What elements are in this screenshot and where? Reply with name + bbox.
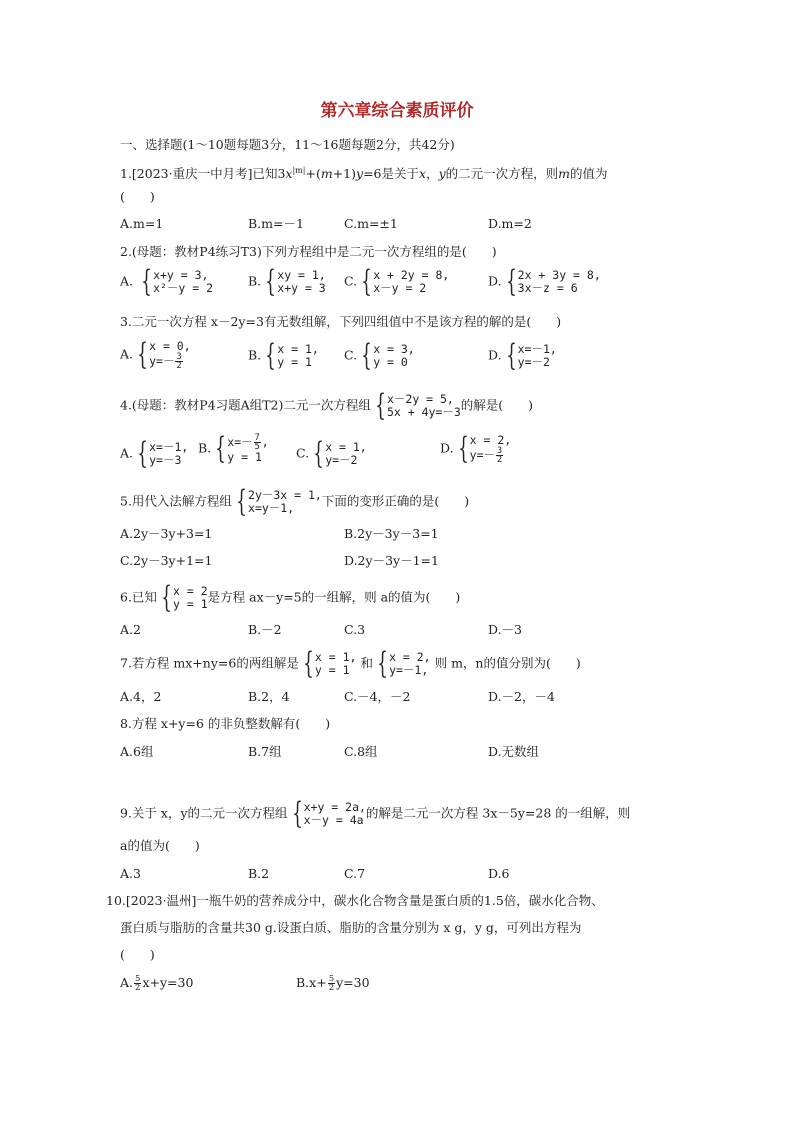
- question-3: 3.二元一次方程 x－2y=3有无数组解，下列四组值中不是该方程的解的是( ): [120, 314, 562, 329]
- q5-option-a: A.2y－3y+3=1: [120, 526, 213, 541]
- q2-option-c: C. { x + 2y = 8, x－y = 2: [344, 264, 450, 299]
- q1-option-c: C.m=±1: [344, 216, 398, 231]
- q4-option-b: B. { x=－ $\frac{7}{5}$ , y = 1: [198, 431, 269, 466]
- q9-option-a: A.3: [120, 866, 141, 881]
- q9-option-c: C.7: [344, 866, 366, 881]
- q6-option-c: C.3: [344, 622, 366, 637]
- q3-option-a: A. { x = 0, y=－ $\frac{3}{2}$: [120, 337, 191, 372]
- q1-option-a: A.m=1: [120, 216, 164, 231]
- q10-option-a: A. $\frac{5}{2}$ x+y=30: [120, 974, 194, 993]
- q6-option-a: A.2: [120, 622, 141, 637]
- q4-option-d: D. { x = 2, y=－ $\frac{3}{2}$: [440, 431, 512, 466]
- question-1-answer-paren: ( ): [120, 189, 155, 204]
- q1-option-b: B.m=－1: [248, 216, 304, 231]
- q5-option-d: D.2y－3y－1=1: [344, 553, 439, 568]
- question-6: 6.已知 { x = 2 y = 1 是方程 ax－y=5的一组解，则 a的值为( ): [120, 580, 461, 615]
- q3-option-b: B. { x = 1, y = 1: [248, 338, 319, 373]
- q7-option-c: C.－4，－2: [344, 689, 411, 704]
- q8-option-c: C.8组: [344, 744, 378, 759]
- q9-option-d: D.6: [488, 866, 510, 881]
- question-5: 5.用代入法解方程组 { 2y－3x = 1, x=y－1, 下面的变形正确的是( ): [120, 484, 470, 519]
- q3-option-c: C. { x = 3, y = 0: [344, 338, 415, 373]
- q8-option-d: D.无数组: [488, 744, 540, 759]
- question-7: 7.若方程 mx+ny=6的两组解是 { x = 1, y = 1 和 { x = 2, y=－1, 则 m，n的值分别为( ): [120, 646, 581, 681]
- q9-option-b: B.2: [248, 866, 270, 881]
- q7-option-a: A.4，2: [120, 689, 162, 704]
- q2-option-a: A. { x+y = 3, x²－y = 2: [120, 264, 214, 299]
- q2-option-b: B. { xy = 1, x+y = 3: [248, 264, 326, 299]
- q1-option-d: D.m=2: [488, 216, 532, 231]
- question-9-line-2: a的值为( ): [120, 838, 200, 853]
- q7-option-d: D.－2，－4: [488, 689, 555, 704]
- q4-option-a: A. { x=－1, y=－3: [120, 436, 189, 471]
- page-title: 第六章综合素质评价: [320, 101, 474, 121]
- q4-option-c: C. { x = 1, y=－2: [296, 436, 367, 471]
- q10-option-b: B.x+ $\frac{5}{2}$ y=30: [296, 974, 370, 993]
- q8-option-a: A.6组: [120, 744, 154, 759]
- q6-option-d: D.－3: [488, 622, 523, 637]
- q5-option-b: B.2y－3y－3=1: [344, 526, 439, 541]
- question-4: 4.(母题：教材P4习题A组T2)二元一次方程组 { x－2y = 5, 5x + 4y=－3 的解是( ): [120, 388, 534, 423]
- section-heading: 一、选择题(1～10题每题3分，11～16题每题2分，共42分): [120, 137, 455, 152]
- question-9: 9.关于 x，y的二元一次方程组 { x+y = 2a, x－y = 4a 的解是二元一次方程 3x－5y=28 的一组解，则: [120, 796, 631, 831]
- question-1: 1.[2023·重庆一中月考]已知$3x^{|m|}+(m+1)y=6$是关于x，y的二元一次方程，则m的值为: [120, 166, 608, 182]
- q7-option-b: B.2，4: [248, 689, 290, 704]
- q8-option-b: B.7组: [248, 744, 282, 759]
- question-2: 2.(母题：教材P4练习T3)下列方程组中是二元一次方程组的是( ): [120, 244, 497, 259]
- question-10: 10.[2023·温州]一瓶牛奶的营养成分中，碳水化合物含量是蛋白质的1.5倍，碳水化合物、: [106, 893, 604, 908]
- q2-option-d: D. { 2x + 3y = 8, 3x－z = 6: [488, 264, 601, 299]
- question-10-line-2: 蛋白质与脂肪的含量共30 g.设蛋白质、脂肪的含量分别为 x g，y g，可列出方程为: [120, 920, 582, 935]
- q5-option-c: C.2y－3y+1=1: [120, 553, 213, 568]
- q3-option-d: D. { x=－1, y=－2: [488, 338, 557, 373]
- q6-option-b: B.－2: [248, 622, 282, 637]
- question-10-answer-paren: ( ): [120, 947, 155, 962]
- question-8: 8.方程 x+y=6 的非负整数解有( ): [120, 716, 331, 731]
